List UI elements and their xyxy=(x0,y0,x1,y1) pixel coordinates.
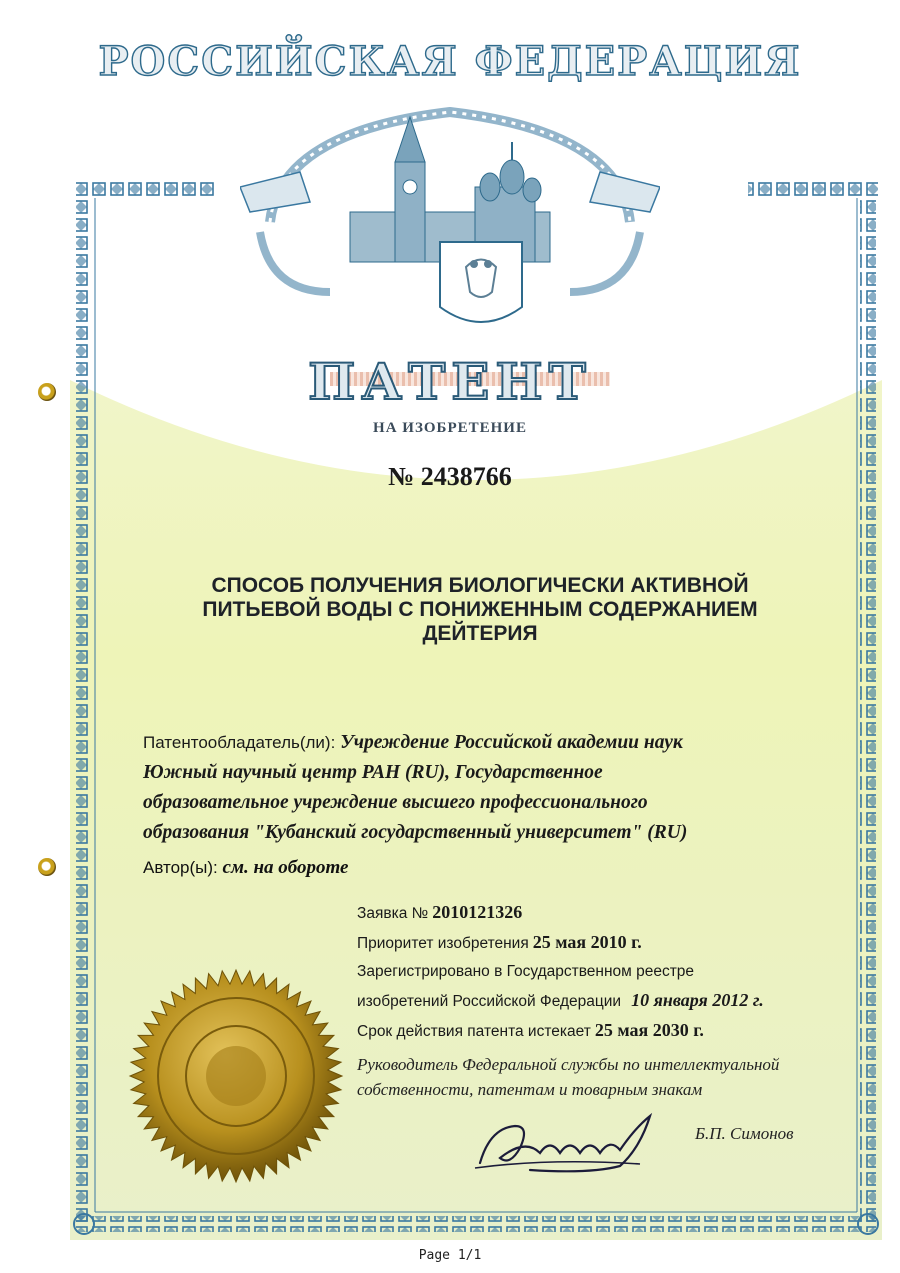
role-line: собственности, патентам и товарным знакам xyxy=(357,1080,703,1099)
title-line: ПИТЬЕВОЙ ВОДЫ С ПОНИЖЕННЫМ СОДЕРЖАНИЕМ xyxy=(202,598,758,621)
holder-label: Патентообладатель(ли): xyxy=(143,733,336,752)
signatory-name: Б.П. Симонов xyxy=(695,1124,794,1143)
holder-value: Южный научный центр РАН (RU), Государственное xyxy=(143,762,603,783)
registration-label: Зарегистрировано в Государственном реестре xyxy=(357,963,695,980)
patent-holder xyxy=(143,728,833,848)
binder-hole-bottom xyxy=(38,858,56,876)
holder-value: Учреждение Российской академии наук xyxy=(340,732,683,753)
registration-date: 10 января 2012 г. xyxy=(631,990,764,1010)
signatory-role xyxy=(357,1052,779,1102)
priority-label: Приоритет изобретения xyxy=(357,935,529,952)
title-line: СПОСОБ ПОЛУЧЕНИЯ БИОЛОГИЧЕСКИ АКТИВНОЙ xyxy=(211,574,749,597)
authors-label: Автор(ы): xyxy=(143,858,218,877)
authors-value: см. на обороте xyxy=(222,857,349,878)
country-heading: РОССИЙСКАЯ ФЕДЕРАЦИЯ xyxy=(98,38,802,85)
handwritten-signature xyxy=(470,1108,680,1178)
invention-title xyxy=(120,574,840,646)
document-subtitle: НА ИЗОБРЕТЕНИЕ xyxy=(373,420,527,436)
expiry-date: 25 мая 2030 г. xyxy=(594,1020,704,1040)
patent-details xyxy=(357,898,764,1046)
holder-value: образования "Кубанский государственный университет" (RU) xyxy=(143,822,688,843)
application-label: Заявка № xyxy=(357,905,429,922)
title-line: ДЕЙТЕРИЯ xyxy=(422,622,538,645)
expiry-label: Срок действия патента истекает xyxy=(357,1023,591,1040)
application-number: 2010121326 xyxy=(432,902,523,922)
kremlin-emblem xyxy=(240,92,660,342)
gold-seal xyxy=(126,966,346,1186)
patent-number: № 2438766 xyxy=(388,462,512,491)
document-type: ПАТЕНТ xyxy=(308,352,592,411)
page-indicator: Page 1/1 xyxy=(418,1248,482,1263)
authors xyxy=(143,857,348,879)
priority-date: 25 мая 2010 г. xyxy=(532,932,642,952)
role-line: Руководитель Федеральной службы по интеллектуальной xyxy=(357,1055,780,1074)
holder-value: образовательное учреждение высшего профессионального xyxy=(143,792,648,813)
registration-label: изобретений Российской Федерации xyxy=(357,993,622,1010)
